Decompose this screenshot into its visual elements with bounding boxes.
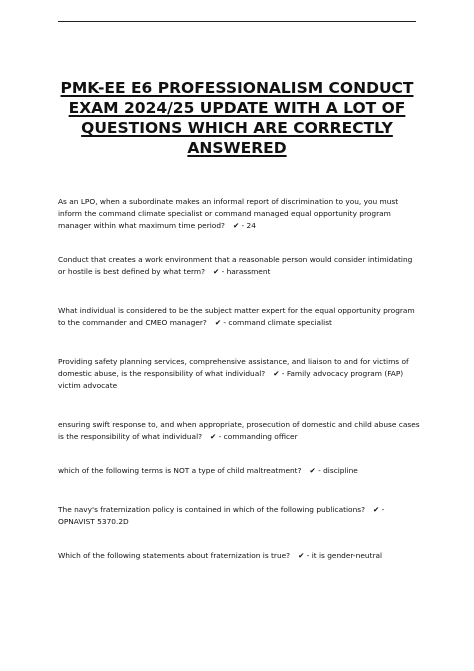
question-text: As an LPO, when a subordinate makes an informal report of discrimination to you, you must inform the command climate specialist or command managed equal opportunity program manager within what maximum time period? [58,197,399,230]
question-item-7 [58,504,420,528]
question-text: The navy's fraternization policy is contained in which of the following publications? [58,505,366,514]
question-text: ensuring swift response to, and when appropriate, prosecution of domestic and child abuse cases is the responsibility of what individual? [58,420,420,441]
question-item-3 [58,305,420,329]
question-text: which of the following terms is NOT a type of child maltreatment? [58,466,302,475]
answer-text: - harassment [221,267,271,276]
answer-text: - discipline [318,466,358,475]
answer-text: - it is gender-neutral [306,551,383,560]
question-item-5 [58,419,420,443]
check-icon: ✔ [214,318,222,327]
check-icon: ✔ [210,432,217,441]
check-icon: ✔ [309,466,316,475]
header-rule [58,21,416,22]
answer-text: - 24 [241,221,256,230]
check-icon: ✔ [298,551,305,560]
question-item-1 [58,196,420,232]
question-text: Conduct that creates a work environment that a reasonable person would consider intimidating or hostile is best defined by what term? [58,255,413,276]
check-icon: ✔ [273,369,280,378]
question-list [58,196,420,562]
question-item-4 [58,356,420,392]
document-title: PMK-EE E6 PROFESSIONALISM CONDUCT EXAM 2024/25 UPDATE WITH A LOT OF QUESTIONS WHICH ARE CORRECTLY ANSWERED [60,79,414,157]
answer-text: - command climate specialist [223,318,332,327]
answer-text: - OPNAVIST 5370.2D [58,505,385,526]
question-text: Which of the following statements about fraternization is true? [58,551,291,560]
question-text: What individual is considered to be the subject matter expert for the equal opportunity program to the commander and CMEO manager? [58,306,415,327]
check-icon: ✔ [373,505,380,514]
answer-text: - Family advocacy program (FAP) victim advocate [58,369,404,390]
question-item-8 [58,550,420,562]
question-text: Providing safety planning services, comprehensive assistance, and liaison to and for victims of domestic abuse, is the responsibility of what individual? [58,357,409,378]
question-item-2 [58,254,420,278]
check-icon: ✔ [232,221,240,230]
question-item-6 [58,465,420,477]
answer-text: - commanding officer [218,432,298,441]
check-icon: ✔ [213,267,220,276]
